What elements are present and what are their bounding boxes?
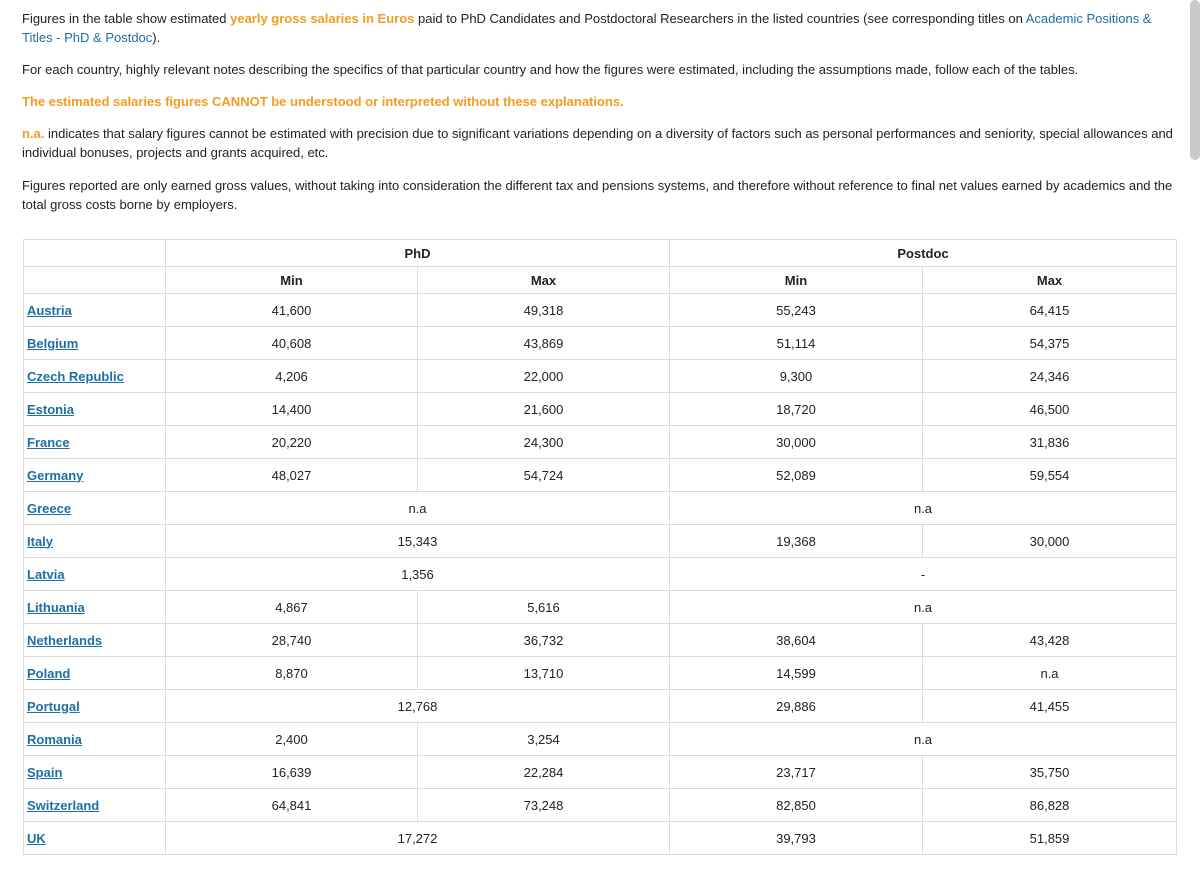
- country-cell: [24, 558, 166, 591]
- postdoc-max-cell: 41,455: [923, 690, 1177, 723]
- phd-min-cell: 41,600: [166, 294, 418, 327]
- postdoc-min-cell: 39,793: [670, 822, 923, 855]
- country-link[interactable]: Netherlands: [27, 632, 103, 648]
- country-link[interactable]: Switzerland: [27, 797, 100, 813]
- country-cell: [24, 525, 166, 558]
- table-row: [24, 822, 1177, 855]
- postdoc-min-cell: 14,599: [670, 657, 923, 690]
- country-cell: [24, 690, 166, 723]
- postdoc-min-cell: 51,114: [670, 327, 923, 360]
- table-row: [24, 657, 1177, 690]
- table-row: [24, 492, 1177, 525]
- country-link[interactable]: Estonia: [27, 401, 74, 417]
- postdoc-max-header: Max: [923, 267, 1177, 294]
- table-row: [24, 426, 1177, 459]
- country-cell: [24, 624, 166, 657]
- table-row: [24, 294, 1177, 327]
- postdoc-max-cell: 30,000: [923, 525, 1177, 558]
- phd-min-header: Min: [166, 267, 418, 294]
- country-link[interactable]: Greece: [27, 500, 72, 516]
- phd-min-cell: 28,740: [166, 624, 418, 657]
- country-cell: [24, 360, 166, 393]
- academic-positions-link[interactable]: Academic Positions & Titles - PhD & Postdoc: [22, 11, 1152, 45]
- postdoc-value-cell: n.a: [670, 723, 1177, 756]
- country-link[interactable]: Poland: [27, 665, 71, 681]
- phd-min-cell: 64,841: [166, 789, 418, 822]
- gross-values-paragraph: Figures reported are only earned gross values, without taking into consideration the different tax and pensions systems, and therefore without reference to final net values earned by academics and the total gross costs borne by employers.: [22, 178, 1173, 212]
- postdoc-min-header: Min: [670, 267, 923, 294]
- country-link[interactable]: France: [27, 434, 70, 450]
- postdoc-min-cell: 29,886: [670, 690, 923, 723]
- postdoc-min-cell: 82,850: [670, 789, 923, 822]
- phd-header: PhD: [166, 240, 670, 267]
- phd-min-cell: 4,867: [166, 591, 418, 624]
- notes-paragraph: For each country, highly relevant notes describing the specifics of that particular country and how the figures were estimated, including the assumptions made, follow each of the tables.: [22, 62, 1079, 77]
- table-row: [24, 327, 1177, 360]
- corner-cell: [24, 267, 166, 294]
- phd-max-cell: 3,254: [418, 723, 670, 756]
- phd-value-cell: 1,356: [166, 558, 670, 591]
- country-link[interactable]: Lithuania: [27, 599, 85, 615]
- phd-min-cell: 20,220: [166, 426, 418, 459]
- table-row: [24, 624, 1177, 657]
- phd-min-cell: 2,400: [166, 723, 418, 756]
- table-row: [24, 756, 1177, 789]
- phd-max-cell: 43,869: [418, 327, 670, 360]
- table-row: [24, 360, 1177, 393]
- phd-value-cell: 15,343: [166, 525, 670, 558]
- phd-min-cell: 16,639: [166, 756, 418, 789]
- highlight-text: yearly gross salaries in Euros: [230, 11, 415, 26]
- phd-max-header: Max: [418, 267, 670, 294]
- postdoc-min-cell: 30,000: [670, 426, 923, 459]
- phd-min-cell: 8,870: [166, 657, 418, 690]
- postdoc-min-cell: 52,089: [670, 459, 923, 492]
- table-body: [24, 294, 1177, 855]
- postdoc-value-cell: n.a: [670, 492, 1177, 525]
- postdoc-max-cell: 86,828: [923, 789, 1177, 822]
- postdoc-min-cell: 19,368: [670, 525, 923, 558]
- phd-max-cell: 13,710: [418, 657, 670, 690]
- country-cell: [24, 294, 166, 327]
- country-link[interactable]: Spain: [27, 764, 63, 780]
- postdoc-max-cell: 54,375: [923, 327, 1177, 360]
- country-link[interactable]: Romania: [27, 731, 82, 747]
- country-link[interactable]: Belgium: [27, 335, 79, 351]
- phd-value-cell: 17,272: [166, 822, 670, 855]
- country-cell: [24, 789, 166, 822]
- table-row: [24, 690, 1177, 723]
- postdoc-max-cell: 31,836: [923, 426, 1177, 459]
- table-row: [24, 723, 1177, 756]
- corner-cell: [24, 240, 166, 267]
- table-row: [24, 393, 1177, 426]
- phd-min-cell: 40,608: [166, 327, 418, 360]
- country-cell: [24, 591, 166, 624]
- country-cell: [24, 723, 166, 756]
- postdoc-max-cell: 64,415: [923, 294, 1177, 327]
- country-cell: [24, 492, 166, 525]
- phd-min-cell: 48,027: [166, 459, 418, 492]
- table-row: [24, 789, 1177, 822]
- country-link[interactable]: Germany: [27, 467, 84, 483]
- phd-value-cell: 12,768: [166, 690, 670, 723]
- scrollbar-thumb[interactable]: [1190, 0, 1200, 160]
- na-paragraph: n.a. indicates that salary figures cannot be estimated with precision due to significant variations depending on a diversity of factors such as personal performances and seniority, special allowances and individual bonuses, projects and grants acquired, etc.: [22, 126, 1173, 160]
- country-cell: [24, 756, 166, 789]
- country-link[interactable]: Portugal: [27, 698, 80, 714]
- table-row: [24, 459, 1177, 492]
- postdoc-min-cell: 23,717: [670, 756, 923, 789]
- country-link[interactable]: UK: [27, 830, 46, 846]
- phd-value-cell: n.a: [166, 492, 670, 525]
- country-cell: [24, 393, 166, 426]
- postdoc-min-cell: 55,243: [670, 294, 923, 327]
- country-link[interactable]: Czech Republic: [27, 368, 124, 384]
- country-cell: [24, 459, 166, 492]
- postdoc-max-cell: 24,346: [923, 360, 1177, 393]
- phd-max-cell: 49,318: [418, 294, 670, 327]
- country-cell: [24, 657, 166, 690]
- table-row: [24, 591, 1177, 624]
- postdoc-value-cell: n.a: [670, 591, 1177, 624]
- postdoc-header: Postdoc: [670, 240, 1177, 267]
- postdoc-max-cell: 43,428: [923, 624, 1177, 657]
- table-row: [24, 525, 1177, 558]
- postdoc-value-cell: -: [670, 558, 1177, 591]
- phd-max-cell: 5,616: [418, 591, 670, 624]
- phd-min-cell: 4,206: [166, 360, 418, 393]
- postdoc-max-cell: 35,750: [923, 756, 1177, 789]
- postdoc-max-cell: 59,554: [923, 459, 1177, 492]
- country-cell: [24, 426, 166, 459]
- postdoc-min-cell: 9,300: [670, 360, 923, 393]
- phd-max-cell: 54,724: [418, 459, 670, 492]
- country-link[interactable]: Latvia: [27, 566, 65, 582]
- phd-max-cell: 73,248: [418, 789, 670, 822]
- postdoc-max-cell: 51,859: [923, 822, 1177, 855]
- phd-max-cell: 36,732: [418, 624, 670, 657]
- country-cell: [24, 327, 166, 360]
- phd-max-cell: 22,000: [418, 360, 670, 393]
- country-link[interactable]: Italy: [27, 533, 54, 549]
- salary-table: [23, 239, 1177, 855]
- country-cell: [24, 822, 166, 855]
- intro-paragraph: Figures in the table show estimated yearly gross salaries in Euros paid to PhD Candidates and Postdoctoral Researchers in the listed countries (see corresponding titles on Academic Positions & Titles - PhD & Postdoc).: [22, 11, 1152, 45]
- phd-min-cell: 14,400: [166, 393, 418, 426]
- postdoc-min-cell: 38,604: [670, 624, 923, 657]
- phd-max-cell: 24,300: [418, 426, 670, 459]
- postdoc-max-cell: n.a: [923, 657, 1177, 690]
- warning-paragraph: The estimated salaries figures CANNOT be understood or interpreted without these explanations.: [22, 94, 624, 109]
- na-label: n.a.: [22, 126, 45, 141]
- table-row: [24, 558, 1177, 591]
- postdoc-min-cell: 18,720: [670, 393, 923, 426]
- postdoc-max-cell: 46,500: [923, 393, 1177, 426]
- country-link[interactable]: Austria: [27, 302, 72, 318]
- phd-max-cell: 22,284: [418, 756, 670, 789]
- phd-max-cell: 21,600: [418, 393, 670, 426]
